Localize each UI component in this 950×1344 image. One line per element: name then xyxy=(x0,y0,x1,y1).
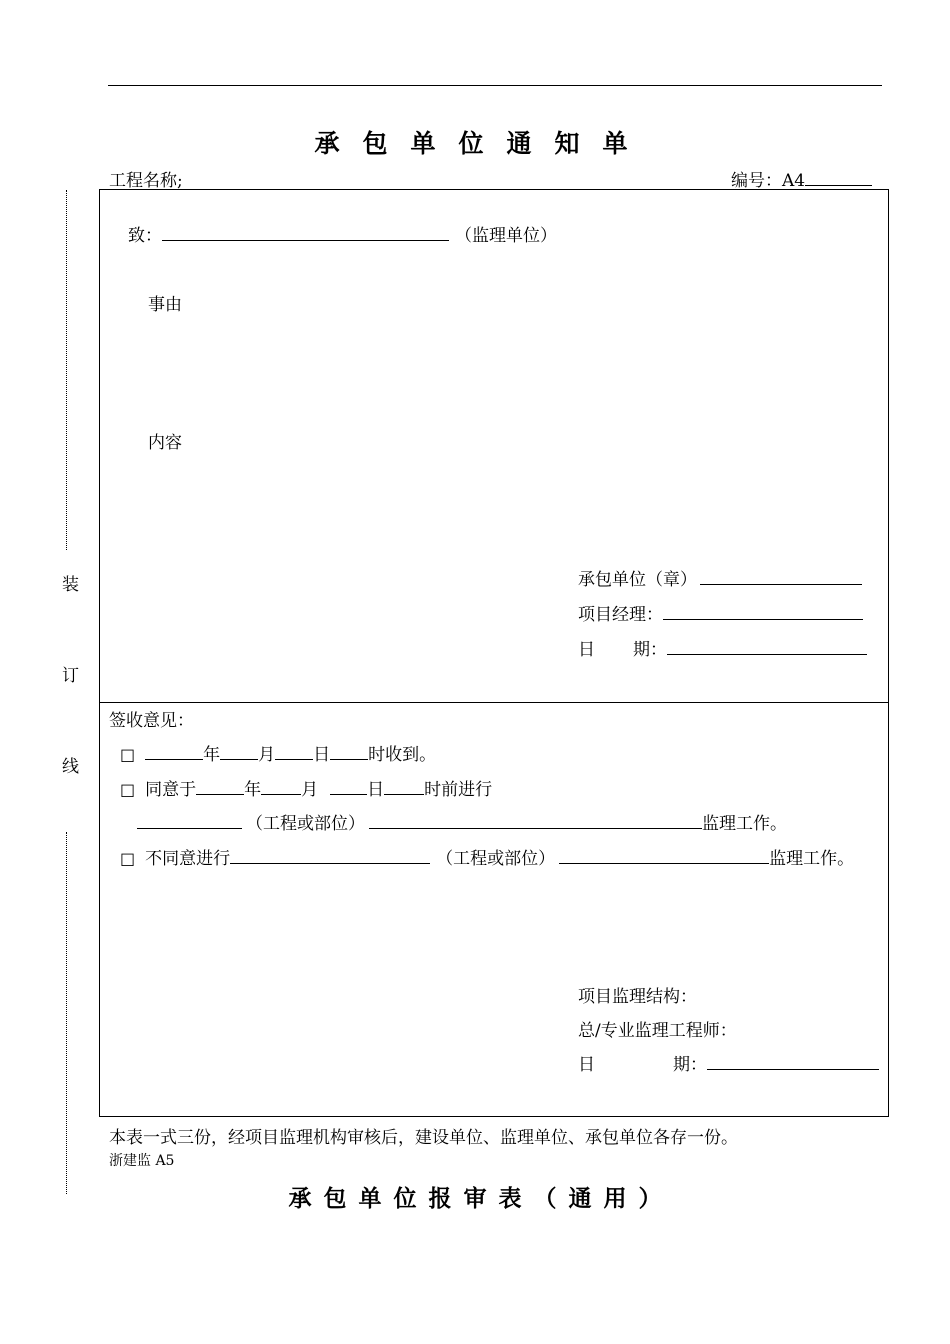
engineer-label: 总/专业监理工程师： xyxy=(578,1021,737,1041)
agree-part-field[interactable] xyxy=(369,810,702,829)
supervision-org-label: 项目监理结构： xyxy=(578,987,697,1007)
to-line xyxy=(128,221,557,246)
agree-work-line xyxy=(137,809,787,834)
page-title: 承包单位通知单 xyxy=(314,129,651,158)
form-code: 浙建监 A5 xyxy=(109,1153,175,1169)
received-hour-field[interactable] xyxy=(330,741,368,760)
binding-char-2: 订 xyxy=(62,666,79,686)
year-label: 年 xyxy=(203,745,221,765)
reason-label: 事由 xyxy=(148,295,182,315)
received-month-field[interactable] xyxy=(220,741,258,760)
agree-prefix: 同意于 xyxy=(145,780,197,800)
agree-work-or-part: （工程或部位） xyxy=(246,814,365,834)
received-line xyxy=(120,740,436,765)
agree-year-field[interactable] xyxy=(196,776,244,795)
receipt-heading: 签收意见： xyxy=(109,711,194,731)
agree-year-label: 年 xyxy=(244,780,262,800)
receipt-date-label-1: 日 xyxy=(578,1055,595,1075)
contractor-label: 承包单位（章） xyxy=(578,570,697,590)
day-label: 日 xyxy=(313,745,331,765)
before-suffix: 时前进行 xyxy=(424,780,493,800)
receipt-date-label-2: 期： xyxy=(673,1055,707,1075)
footer-note: 本表一式三份，经项目监理机构审核后，建设单位、监理单位、承包单位各存一份。 xyxy=(109,1128,738,1148)
manager-field[interactable] xyxy=(663,601,863,620)
agree-work-name-field[interactable] xyxy=(137,810,242,829)
notice-date-label-2: 期： xyxy=(633,640,667,660)
disagree-supervision-work: 监理工作。 xyxy=(769,849,855,869)
notice-date-label-1: 日 xyxy=(578,640,595,660)
month-label: 月 xyxy=(258,745,276,765)
form-number-prefix: 编号：A4 xyxy=(731,171,806,191)
receipt-date-field[interactable] xyxy=(707,1051,879,1070)
agree-month-label: 月 xyxy=(301,780,319,800)
agree-day-label: 日 xyxy=(367,780,385,800)
agree-hour-field[interactable] xyxy=(384,776,424,795)
to-unit-field[interactable] xyxy=(162,222,449,241)
disagree-work-or-part: （工程或部位） xyxy=(436,849,556,869)
disagree-prefix: 不同意进行 xyxy=(145,849,231,869)
manager-label: 项目经理： xyxy=(578,605,663,625)
header-rule xyxy=(108,85,882,86)
agree-line xyxy=(120,775,492,800)
section-divider xyxy=(99,702,889,703)
received-day-field[interactable] xyxy=(275,741,313,760)
agree-month-field[interactable] xyxy=(261,776,301,795)
next-form-title: 承包单位报审表（通用） xyxy=(288,1186,674,1212)
binding-char-3: 线 xyxy=(62,757,79,777)
manager-line xyxy=(578,600,863,625)
notice-date-line xyxy=(578,635,867,660)
disagree-checkbox[interactable]: □ xyxy=(120,849,136,868)
to-suffix: （监理单位） xyxy=(455,226,557,246)
received-suffix: 时收到。 xyxy=(368,745,437,765)
content-label: 内容 xyxy=(148,433,182,453)
contractor-field[interactable] xyxy=(700,566,862,585)
agree-checkbox[interactable]: □ xyxy=(120,780,136,799)
notice-date-field[interactable] xyxy=(667,636,867,655)
to-label: 致： xyxy=(128,226,162,246)
received-checkbox[interactable]: □ xyxy=(120,745,136,764)
agree-day-field[interactable] xyxy=(330,776,367,795)
binding-dotted-line-bottom xyxy=(66,832,67,1194)
binding-dotted-line-top xyxy=(66,190,67,550)
disagree-line xyxy=(120,844,854,869)
disagree-work-name-field[interactable] xyxy=(230,845,430,864)
project-name-label: 工程名称; xyxy=(109,171,183,191)
contractor-line xyxy=(578,565,862,590)
disagree-part-field[interactable] xyxy=(559,845,769,864)
received-year-field[interactable] xyxy=(145,741,203,760)
form-number-label xyxy=(731,166,872,191)
form-number-field[interactable] xyxy=(805,167,872,186)
binding-char-1: 装 xyxy=(62,575,79,595)
agree-supervision-work: 监理工作。 xyxy=(702,814,787,834)
receipt-date-line xyxy=(578,1050,879,1075)
